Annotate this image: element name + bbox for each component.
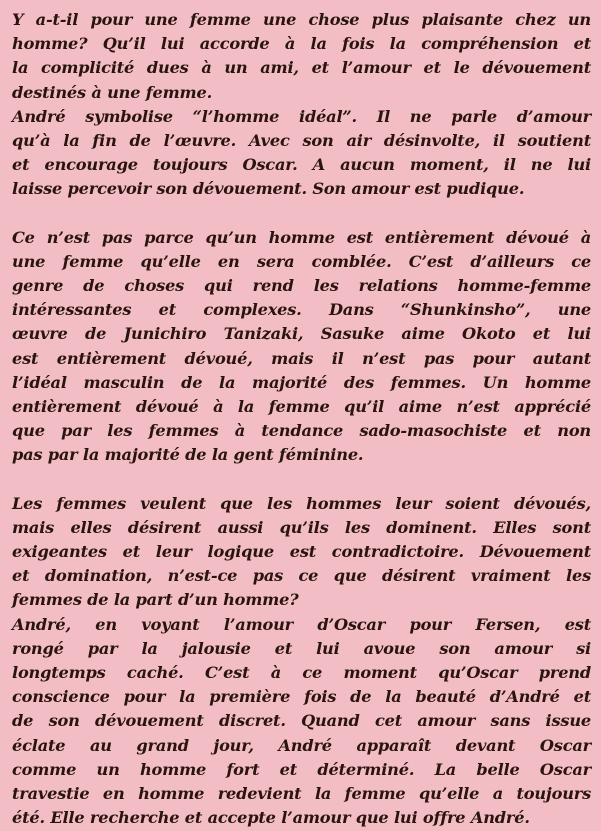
text-line: Les femmes veulent que les hommes leur soient dévoués, <box>12 493 591 513</box>
text-line: mais elles désirent aussi qu’ils les dominent. Elles sont <box>12 517 591 537</box>
paragraph-3 <box>12 492 591 831</box>
text-line: été. Elle recherche et accepte l’amour que lui offre André. <box>12 808 530 828</box>
text-line: homme? Qu’il lui accorde à la fois la compréhension et <box>12 34 591 54</box>
text-line: entièrement dévoué à la femme qu’il aime n’est apprécié <box>12 397 591 417</box>
text-line: André, en voyant l’amour d’Oscar pour Fersen, est <box>12 614 591 634</box>
text-line: longtemps caché. C’est à ce moment qu’Oscar prend <box>12 663 591 683</box>
paragraph-1 <box>12 8 591 202</box>
text-line: exigeantes et leur logique est contradictoire. Dévouement <box>12 542 591 562</box>
text-line: de son dévouement discret. Quand cet amour sans issue <box>12 711 591 731</box>
text-line: Ce n’est pas parce qu’un homme est entièrement dévoué à <box>12 227 591 247</box>
text-line: éclate au grand jour, André apparaît devant Oscar <box>12 735 591 755</box>
text-line: André symbolise “l’homme idéal”. Il ne parle d’amour <box>12 106 591 126</box>
text-line: travestie en homme redevient la femme qu’elle a toujours <box>12 784 591 804</box>
text-line: comme un homme fort et déterminé. La belle Oscar <box>12 759 591 779</box>
text-line: genre de choses qui rend les relations homme-femme <box>12 276 591 296</box>
text-line: et domination, n’est-ce pas ce que désirent vraiment les <box>12 566 591 586</box>
text-line: intéressantes et complexes. Dans “Shunkinsho”, une <box>12 300 591 320</box>
text-line: l’idéal masculin de la majorité des femmes. Un homme <box>12 372 591 392</box>
text-line: destinés à une femme. <box>12 82 213 102</box>
text-line: est entièrement dévoué, mais il n’est pas pour autant <box>12 348 591 368</box>
text-line: pas par la majorité de la gent féminine. <box>12 445 364 465</box>
text-line: la complicité dues à un ami, et l’amour et le dévouement <box>12 58 591 78</box>
text-line: œuvre de Junichiro Tanizaki, Sasuke aime Okoto et lui <box>12 324 591 344</box>
text-line: conscience pour la première fois de la beauté d’André et <box>12 687 591 707</box>
text-line: Y a-t-il pour une femme une chose plus plaisante chez un <box>12 10 591 29</box>
text-line: laisse percevoir son dévouement. Son amour est pudique. <box>12 179 525 199</box>
paragraph-2 <box>12 226 591 468</box>
text-line: que par les femmes à tendance sado-masochiste et non <box>12 421 591 441</box>
text-line: et encourage toujours Oscar. A aucun moment, il ne lui <box>12 155 591 175</box>
text-line: femmes de la part d’un homme? <box>12 590 299 610</box>
text-line: rongé par la jalousie et lui avoue son amour si <box>12 638 591 658</box>
text-line: qu’à la fin de l’œuvre. Avec son air désinvolte, il soutient <box>12 131 591 151</box>
text-line: une femme qu’elle en sera comblée. C’est d’ailleurs ce <box>12 251 591 271</box>
